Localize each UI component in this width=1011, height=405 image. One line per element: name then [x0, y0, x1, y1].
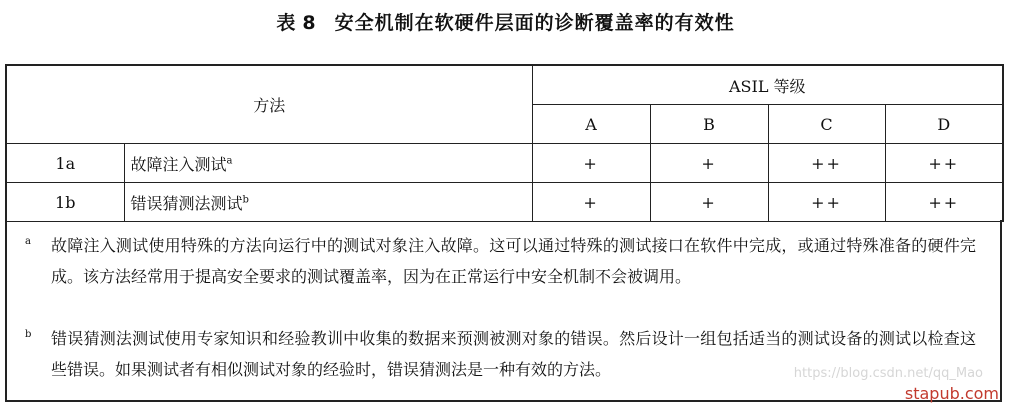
rating-cell: ++	[768, 183, 885, 222]
row-method	[124, 183, 532, 222]
rating-cell: +	[650, 144, 768, 183]
rating-cell: +	[532, 144, 650, 183]
table-row	[6, 183, 1003, 222]
row-method	[124, 144, 532, 183]
footnote-a	[25, 230, 976, 292]
level-d-header: D	[885, 105, 1003, 144]
footnote-marker: a	[25, 236, 31, 247]
table-row	[6, 144, 1003, 183]
table-title-text: 安全机制在软硬件层面的诊断覆盖率的有效性	[334, 12, 735, 34]
asil-header: ASIL 等级	[532, 65, 1003, 105]
table-title-number: 8	[302, 12, 317, 34]
footnote-marker: b	[25, 329, 32, 340]
level-b-header: B	[650, 105, 768, 144]
site-watermark: stapub.com	[904, 384, 999, 403]
rating-cell: ++	[885, 144, 1003, 183]
method-header: 方法	[6, 65, 532, 144]
asil-table	[5, 64, 1004, 222]
blog-watermark: https://blog.csdn.net/qq_Mao	[793, 366, 983, 381]
row-id: 1b	[6, 183, 124, 222]
level-a-header: A	[532, 105, 650, 144]
table-title-prefix: 表	[276, 12, 297, 34]
rating-cell: ++	[768, 144, 885, 183]
rating-cell: ++	[885, 183, 1003, 222]
row-id: 1a	[6, 144, 124, 183]
rating-cell: +	[532, 183, 650, 222]
row-method-label: 错误猜测法测试	[130, 193, 243, 213]
footnote-text: 错误猜测法测试使用专家知识和经验教训中收集的数据来预测被测对象的错误。然后设计一组包括适当的测试设备的测试以检查这些错误。如果测试者有相似测试对象的经验时，错误猜测法是一种有效的方法。	[51, 329, 976, 379]
footnote-mark: b	[242, 194, 249, 206]
table-title	[0, 8, 1011, 35]
level-c-header: C	[768, 105, 885, 144]
row-method-label: 故障注入测试	[130, 154, 227, 174]
footnote-text: 故障注入测试使用特殊的方法向运行中的测试对象注入故障。这可以通过特殊的测试接口在软件中完成，或通过特殊准备的硬件完成。该方法经常用于提高安全要求的测试覆盖率，因为在正常运行中安全机制不会被调用。	[51, 236, 976, 286]
rating-cell: +	[650, 183, 768, 222]
footnote-mark: a	[226, 155, 233, 167]
